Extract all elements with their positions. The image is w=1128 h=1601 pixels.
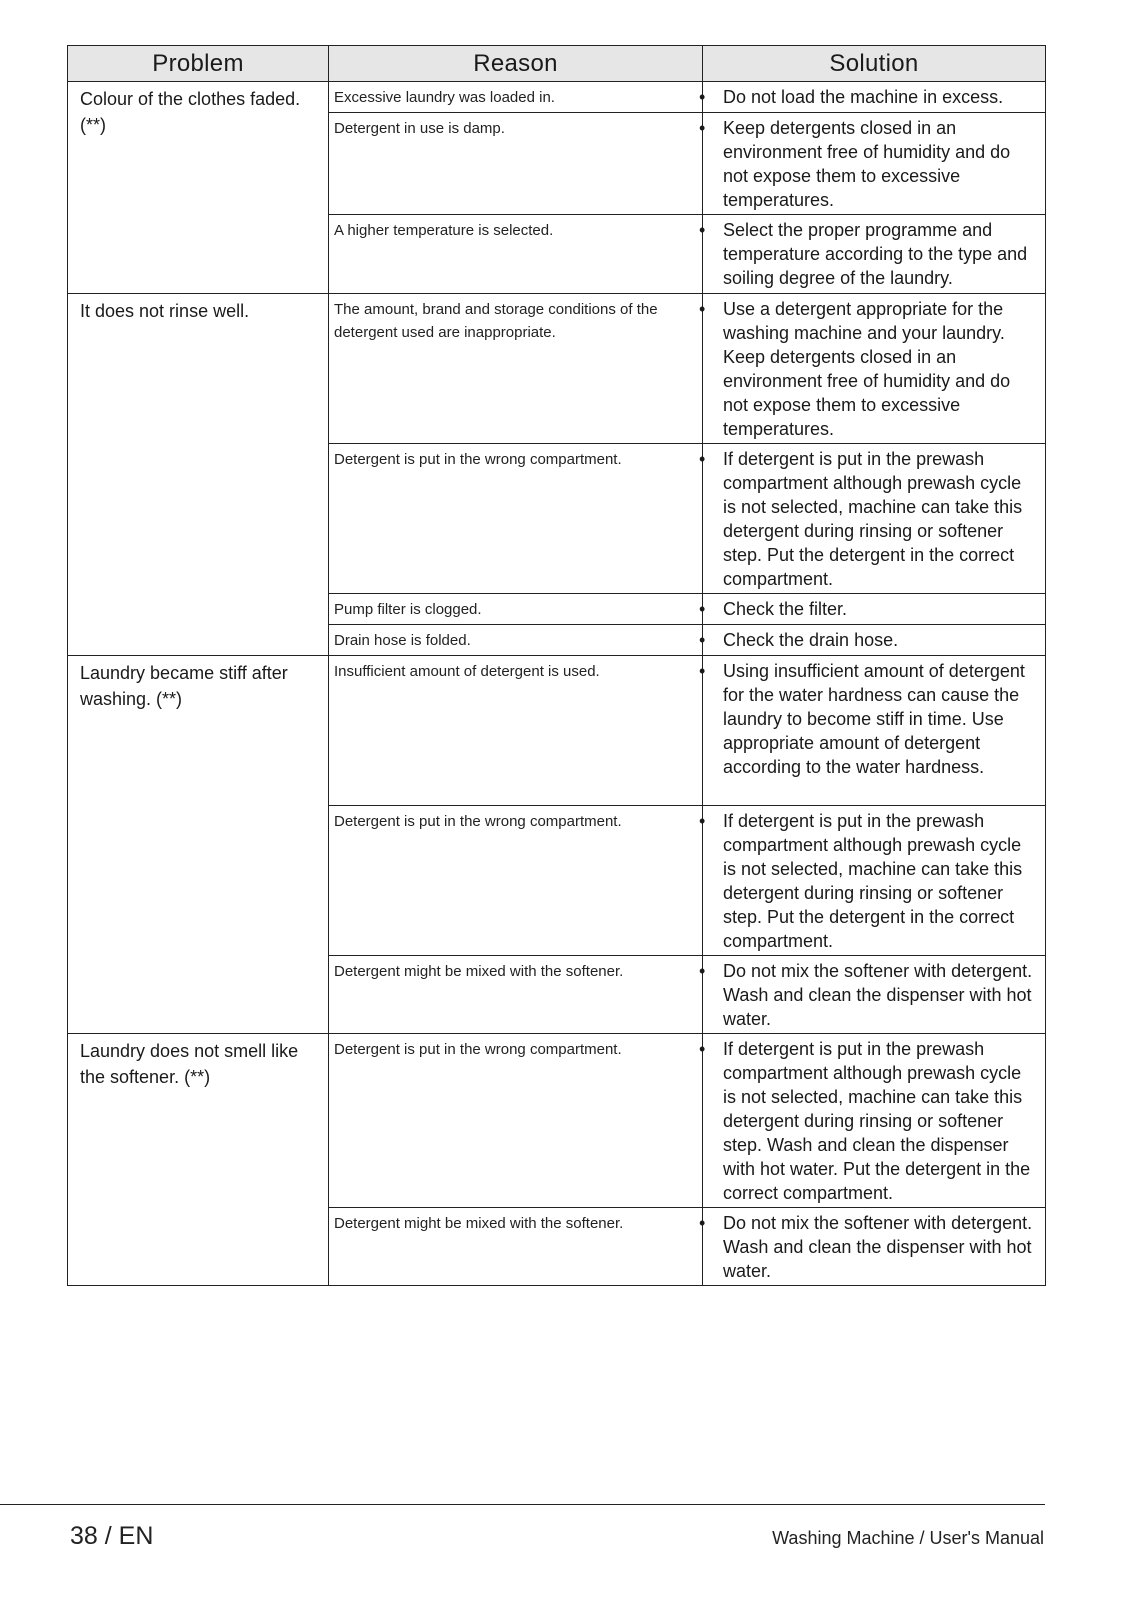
solution-cell bbox=[699, 656, 1046, 806]
bullet-icon: • bbox=[699, 961, 706, 981]
reason-cell: The amount, brand and storage conditions of the detergent used are inappropriate. bbox=[329, 294, 703, 444]
solution-cell bbox=[699, 956, 1046, 1034]
header-solution: Solution bbox=[703, 46, 1046, 82]
bullet-icon: • bbox=[699, 1213, 706, 1233]
solution-text: Keep detergents closed in an environment free of humidity and do not expose them to excessive temperatures. bbox=[723, 118, 1011, 210]
header-reason: Reason bbox=[329, 46, 703, 82]
bullet-icon: • bbox=[699, 630, 706, 650]
solution-text: If detergent is put in the prewash compartment although prewash cycle is not selected, machine can take this detergent during rinsing or softener step. Put the detergent in the correct compartment. bbox=[723, 449, 1023, 589]
solution-cell bbox=[699, 594, 1046, 625]
reason-cell: Drain hose is folded. bbox=[329, 625, 703, 656]
problem-cell: Laundry does not smell like the softener. (**) bbox=[68, 1034, 329, 1286]
footer-divider bbox=[0, 1504, 1045, 1505]
solution-text: Using insufficient amount of detergent for the water hardness can cause the laundry to become stiff in time. Use appropriate amount of detergent according to the water hardness. bbox=[723, 661, 1025, 777]
table-row bbox=[68, 1034, 1046, 1208]
bullet-icon: • bbox=[699, 599, 706, 619]
solution-cell bbox=[699, 444, 1046, 594]
bullet-icon: • bbox=[699, 299, 706, 319]
bullet-icon: • bbox=[699, 661, 706, 681]
reason-cell: Detergent might be mixed with the softener. bbox=[329, 1208, 703, 1286]
bullet-icon: • bbox=[699, 87, 706, 107]
table-row bbox=[68, 294, 1046, 444]
reason-cell: Detergent is put in the wrong compartment. bbox=[329, 444, 703, 594]
solution-cell bbox=[699, 215, 1046, 294]
problem-cell: It does not rinse well. bbox=[68, 294, 329, 656]
bullet-icon: • bbox=[699, 220, 706, 240]
bullet-icon: • bbox=[699, 811, 706, 831]
solution-text: Select the proper programme and temperature according to the type and soiling degree of the laundry. bbox=[723, 220, 1028, 288]
problem-cell: Laundry became stiff after washing. (**) bbox=[68, 656, 329, 1034]
solution-text: Use a detergent appropriate for the washing machine and your laundry. Keep detergents closed in an environment free of humidity and do not expose them to excessive temperatures. bbox=[723, 299, 1011, 439]
reason-cell: Pump filter is clogged. bbox=[329, 594, 703, 625]
solution-cell bbox=[699, 82, 1046, 113]
solution-text: Do not load the machine in excess. bbox=[723, 87, 1004, 107]
bullet-icon: • bbox=[699, 118, 706, 138]
header-problem: Problem bbox=[68, 46, 329, 82]
reason-cell: Detergent in use is damp. bbox=[329, 113, 703, 215]
solution-cell bbox=[699, 1034, 1046, 1208]
page-number: 38 / EN bbox=[70, 1522, 154, 1550]
solution-cell bbox=[699, 294, 1046, 444]
solution-text: Do not mix the softener with detergent. Wash and clean the dispenser with hot water. bbox=[723, 1213, 1033, 1281]
solution-cell bbox=[699, 625, 1046, 656]
manual-title: Washing Machine / User's Manual bbox=[772, 1528, 1044, 1548]
bullet-icon: • bbox=[699, 449, 706, 469]
reason-cell: Detergent might be mixed with the softener. bbox=[329, 956, 703, 1034]
reason-cell: Detergent is put in the wrong compartment. bbox=[329, 1034, 703, 1208]
table-header-row bbox=[68, 46, 1046, 82]
solution-text: Do not mix the softener with detergent. Wash and clean the dispenser with hot water. bbox=[723, 961, 1033, 1029]
reason-cell: Detergent is put in the wrong compartment. bbox=[329, 806, 703, 956]
reason-cell: Excessive laundry was loaded in. bbox=[329, 82, 703, 113]
solution-cell bbox=[699, 806, 1046, 956]
solution-text: Check the drain hose. bbox=[723, 630, 899, 650]
reason-cell: Insufficient amount of detergent is used. bbox=[329, 656, 703, 806]
solution-cell bbox=[699, 113, 1046, 215]
solution-cell bbox=[699, 1208, 1046, 1286]
bullet-icon: • bbox=[699, 1039, 706, 1059]
problem-cell: Colour of the clothes faded. (**) bbox=[68, 82, 329, 294]
solution-text: If detergent is put in the prewash compartment although prewash cycle is not selected, machine can take this detergent during rinsing or softener step. Wash and clean the dispenser with hot water. Put the detergent in the correct compartment. bbox=[723, 1039, 1031, 1203]
reason-cell: A higher temperature is selected. bbox=[329, 215, 703, 294]
table-row bbox=[68, 82, 1046, 113]
troubleshooting-table bbox=[67, 45, 1046, 1286]
solution-text: If detergent is put in the prewash compartment although prewash cycle is not selected, machine can take this detergent during rinsing or softener step. Put the detergent in the correct compartment. bbox=[723, 811, 1023, 951]
table-row bbox=[68, 656, 1046, 806]
solution-text: Check the filter. bbox=[723, 599, 848, 619]
